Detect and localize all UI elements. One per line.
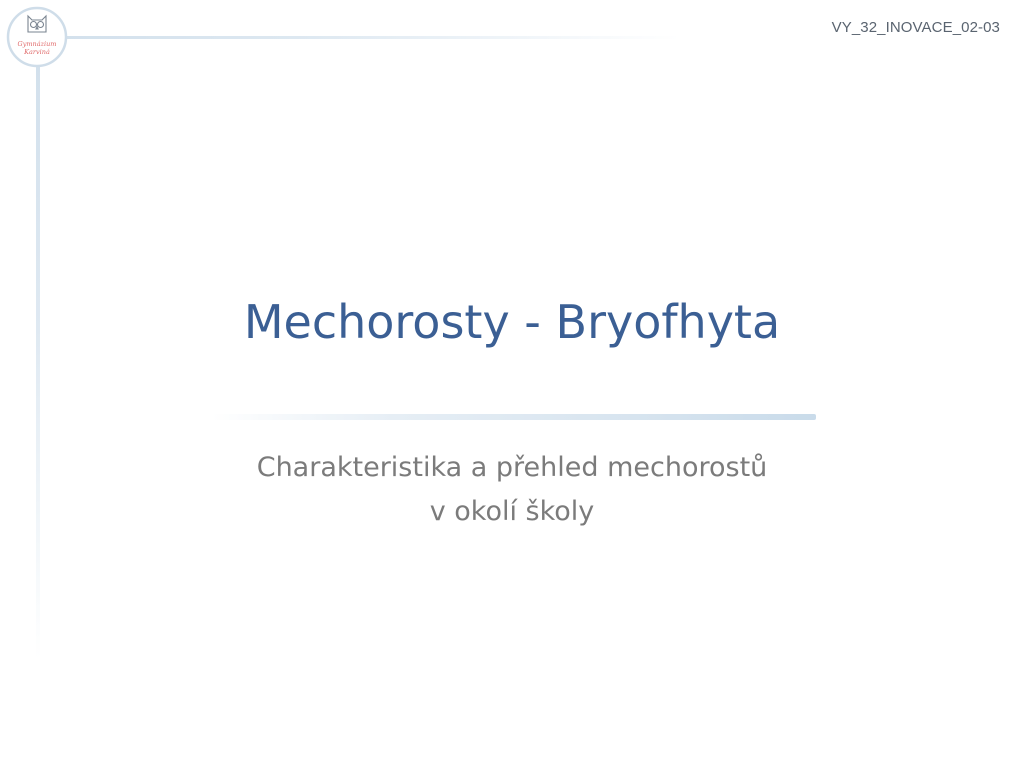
school-logo [6, 6, 68, 68]
subtitle-line-1: Charakteristika a přehled mechorostů [256, 452, 768, 483]
subtitle-line-2: v okolí školy [429, 496, 595, 527]
logo-line1: Gymnázium [17, 40, 57, 48]
slide-subtitle [150, 446, 874, 534]
left-decorative-line [36, 60, 40, 660]
document-code: VY_32_INOVACE_02-03 [831, 19, 1000, 36]
top-decorative-line [40, 36, 680, 39]
logo-line2: Karviná [24, 48, 50, 56]
slide-title: Mechorosty - Bryofhyta [243, 295, 781, 349]
title-underline [212, 414, 816, 420]
